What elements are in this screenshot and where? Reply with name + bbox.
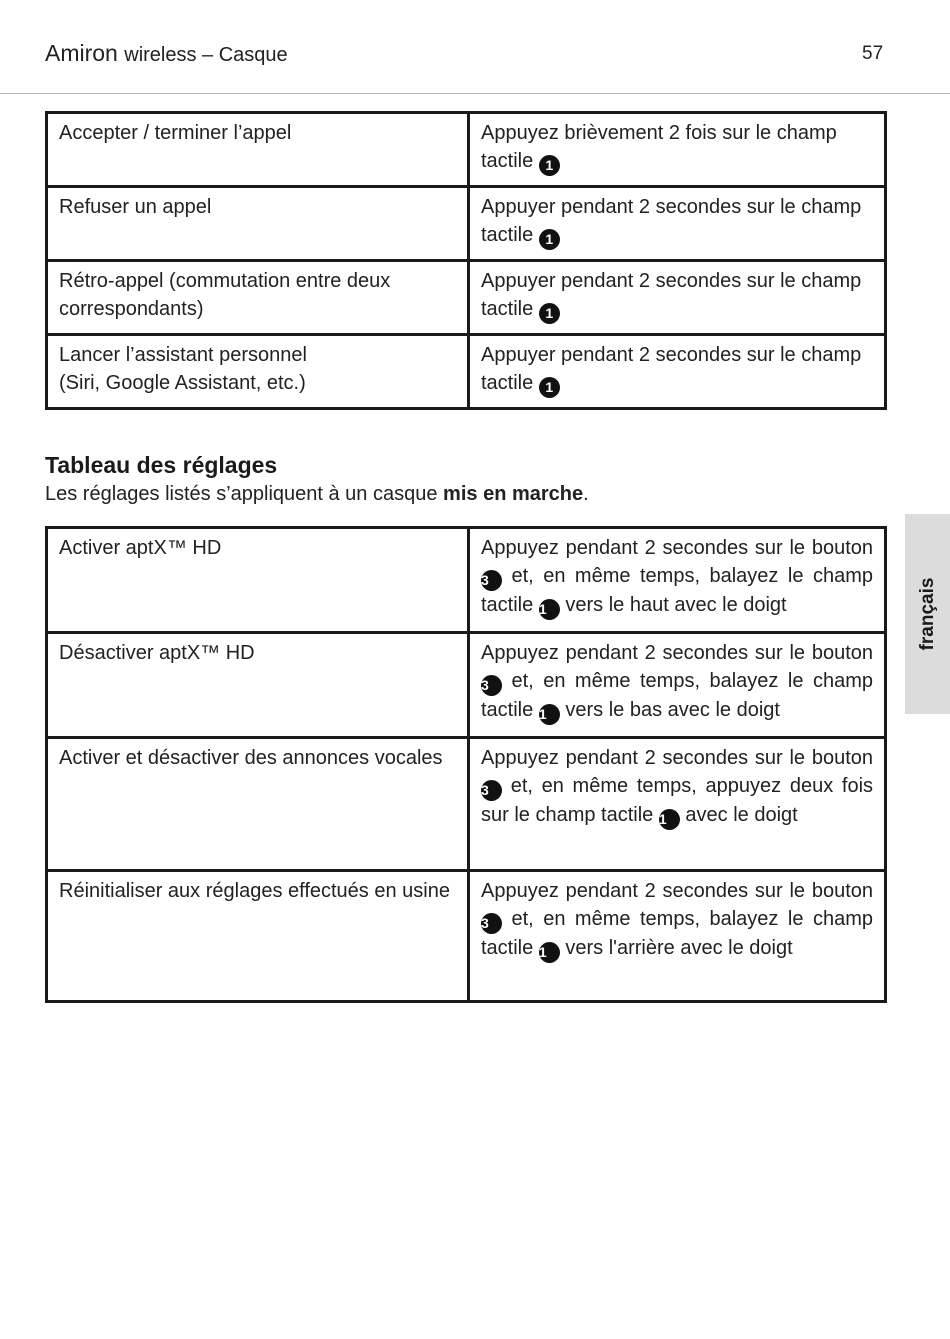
- table-row: [47, 633, 886, 738]
- instruction-text: Appuyer pendant 2 secondes sur le champ tactile: [481, 270, 862, 320]
- touch-field-marker-icon: 1: [539, 377, 560, 398]
- instruction-cell: [469, 113, 886, 187]
- description-end: .: [583, 483, 589, 505]
- instruction-text: Appuyez pendant 2 secondes sur le bouton: [481, 880, 873, 902]
- button-marker-icon: 3: [481, 913, 502, 934]
- touch-field-marker-icon: 1: [659, 809, 680, 830]
- action-label-line2: (Siri, Google Assistant, etc.): [59, 372, 306, 394]
- page-number: 57: [862, 43, 884, 64]
- instruction-cell: [469, 738, 886, 871]
- table-row: [47, 528, 886, 633]
- instruction-text: Appuyez pendant 2 secondes sur le bouton: [481, 642, 873, 664]
- action-cell: [47, 113, 469, 187]
- action-label: Désactiver aptX™ HD: [59, 642, 255, 664]
- instruction-cell: [469, 871, 886, 1002]
- action-label: Accepter / terminer l’appel: [59, 122, 292, 144]
- button-marker-icon: 3: [481, 780, 502, 801]
- table-row: [47, 871, 886, 1002]
- touch-field-marker-icon: 1: [539, 229, 560, 250]
- instruction-cell: [469, 528, 886, 633]
- instruction-text: et, en même temps, balayez le champ tactile: [481, 565, 873, 616]
- touch-field-marker-icon: 1: [539, 303, 560, 324]
- table-row: [47, 113, 886, 187]
- document-subtitle: wireless – Casque: [124, 44, 288, 66]
- instruction-text: Appuyer pendant 2 secondes sur le champ tactile: [481, 344, 862, 394]
- action-label: Activer aptX™ HD: [59, 537, 222, 559]
- action-cell: [47, 335, 469, 409]
- action-cell: [47, 871, 469, 1002]
- description-emphasis: mis en marche: [443, 483, 584, 505]
- instruction-text: vers l'arrière avec le doigt: [565, 937, 793, 959]
- instruction-text: avec le doigt: [685, 804, 798, 826]
- instruction-text: et, en même temps, balayez le champ tactile: [481, 908, 873, 959]
- action-cell: [47, 738, 469, 871]
- button-marker-icon: 3: [481, 675, 502, 696]
- document-title: [45, 40, 288, 67]
- instruction-cell: [469, 261, 886, 335]
- description-text: Les réglages listés s’appliquent à un casque: [45, 483, 438, 505]
- settings-table: [45, 526, 887, 1003]
- instruction-text: Appuyez brièvement 2 fois sur le champ tactile: [481, 122, 837, 172]
- action-cell: [47, 187, 469, 261]
- call-functions-table: [45, 111, 887, 410]
- section-title: Tableau des réglages: [45, 452, 278, 478]
- instruction-cell: [469, 187, 886, 261]
- action-label: Lancer l’assistant personnel: [59, 344, 307, 366]
- action-label: Rétro-appel (commutation entre deux correspondants): [59, 270, 391, 320]
- touch-field-marker-icon: 1: [539, 704, 560, 725]
- page-header: [0, 0, 950, 94]
- instruction-text: Appuyez pendant 2 secondes sur le bouton: [481, 537, 873, 559]
- action-label: Activer et désactiver des annonces vocales: [59, 747, 443, 769]
- action-cell: [47, 633, 469, 738]
- table-row: [47, 335, 886, 409]
- action-cell: [47, 261, 469, 335]
- action-label: Réinitialiser aux réglages effectués en usine: [59, 880, 450, 902]
- action-cell: [47, 528, 469, 633]
- action-label: Refuser un appel: [59, 196, 212, 218]
- language-label: français: [916, 577, 938, 651]
- instruction-cell: [469, 335, 886, 409]
- instruction-text: et, en même temps, appuyez deux fois sur le champ tactile: [481, 775, 874, 826]
- brand-name: Amiron: [45, 40, 118, 66]
- instruction-text: Appuyer pendant 2 secondes sur le champ tactile: [481, 196, 862, 246]
- table-row: [47, 738, 886, 871]
- instruction-text: Appuyez pendant 2 secondes sur le bouton: [481, 747, 873, 769]
- instruction-text: et, en même temps, balayez le champ tactile: [481, 670, 873, 721]
- touch-field-marker-icon: 1: [539, 155, 560, 176]
- instruction-cell: [469, 633, 886, 738]
- table-row: [47, 261, 886, 335]
- table-row: [47, 187, 886, 261]
- touch-field-marker-icon: 1: [539, 942, 560, 963]
- touch-field-marker-icon: 1: [539, 599, 560, 620]
- button-marker-icon: 3: [481, 570, 502, 591]
- instruction-text: vers le haut avec le doigt: [565, 594, 787, 616]
- section-description: [45, 483, 589, 506]
- language-tab: [905, 514, 950, 714]
- instruction-text: vers le bas avec le doigt: [565, 699, 780, 721]
